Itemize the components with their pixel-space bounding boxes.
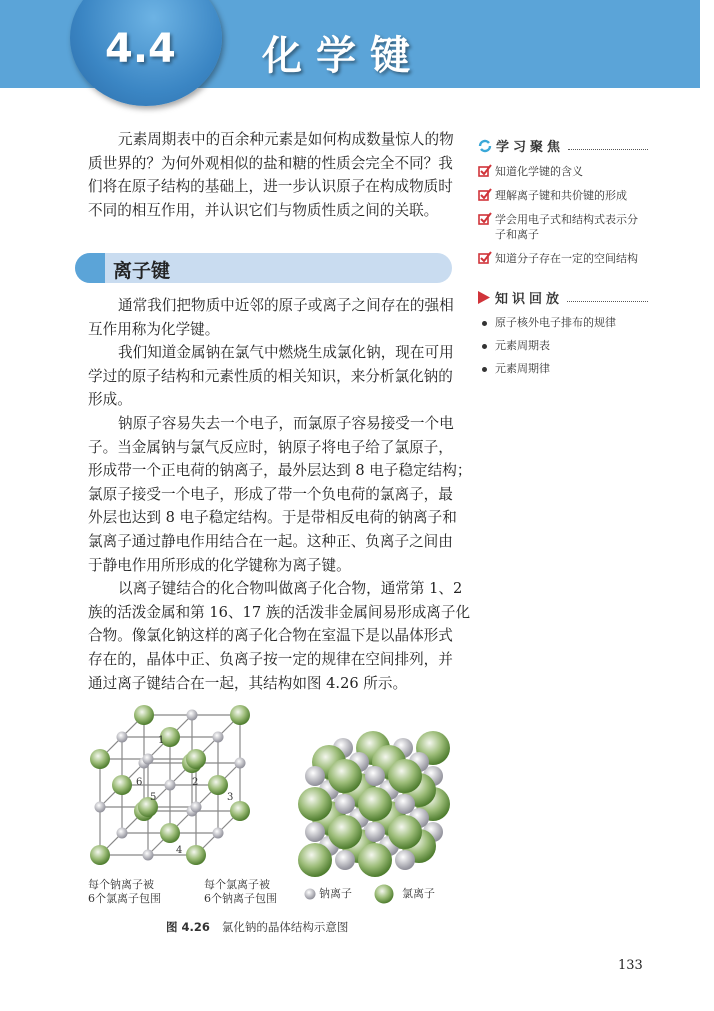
packed-cl-ion bbox=[388, 815, 422, 849]
text-line: 钠原子容易失去一个电子，而氯原子容易接受一个电 bbox=[118, 414, 454, 432]
na-ion bbox=[187, 710, 198, 721]
focus-item-text: 理解离子键和共价键的形成 bbox=[495, 189, 627, 202]
text-line: 族的活泼金属和第 16、17 族的活泼非金属间易形成离子化 bbox=[88, 603, 471, 621]
packed-na-ion bbox=[365, 822, 385, 842]
cl-ion bbox=[230, 801, 250, 821]
packed-cl-ion bbox=[388, 759, 422, 793]
ion-label: 1 bbox=[158, 735, 165, 746]
packed-cl-ion bbox=[328, 815, 362, 849]
checkbox-icon bbox=[478, 188, 492, 201]
na-ion bbox=[213, 732, 224, 743]
na-ion bbox=[117, 732, 128, 743]
na-ion bbox=[117, 828, 128, 839]
packed-na-ion bbox=[305, 822, 325, 842]
focus-title: 学习聚焦 bbox=[496, 140, 565, 155]
review-item bbox=[478, 316, 648, 330]
text-line: 氯原子接受一个电子，形成了带一个负电荷的氯离子，最 bbox=[88, 485, 453, 503]
body-text bbox=[88, 294, 472, 695]
packed-na-ion bbox=[305, 766, 325, 786]
text-line: 不同的相互作用，并认识它们与物质性质之间的关联。 bbox=[88, 201, 439, 219]
text-line: 通常我们把物质中近邻的原子或离子之间存在的强相 bbox=[118, 297, 454, 314]
na-ion bbox=[235, 758, 246, 769]
text-line: 们将在原子结构的基础上，进一步认识原子在构成物质时 bbox=[88, 178, 453, 196]
nacl-crystal-figure bbox=[80, 705, 460, 905]
section-title: 化学键 bbox=[262, 33, 424, 79]
review-title: 知识回放 bbox=[495, 292, 564, 307]
na-ion bbox=[143, 850, 154, 861]
review-item bbox=[478, 339, 648, 353]
cl-ion bbox=[186, 845, 206, 865]
ion-label: 6 bbox=[136, 777, 143, 788]
checkbox-icon bbox=[478, 212, 492, 225]
focus-item bbox=[478, 251, 648, 266]
packed-na-ion bbox=[335, 794, 355, 814]
packed-na-ion bbox=[365, 766, 385, 786]
focus-item bbox=[478, 212, 648, 242]
legend-na: 钠离子 bbox=[319, 887, 352, 900]
focus-item-text: 学会用电子式和结构式表示分子和离子 bbox=[495, 213, 638, 241]
text-line: 于静电作用所形成的化学键称为离子键。 bbox=[88, 556, 351, 574]
packed-cl-ion bbox=[358, 787, 392, 821]
cl-ion bbox=[90, 845, 110, 865]
knowledge-review-box bbox=[478, 288, 648, 376]
packed-cl-ion bbox=[358, 843, 392, 877]
packed-cl-ion bbox=[328, 759, 362, 793]
na-ion bbox=[95, 802, 106, 813]
packed-na-ion bbox=[335, 850, 355, 870]
text-line: 学过的原子结构和元素性质的相关知识，来分析氯化钠的 bbox=[88, 367, 453, 385]
text-line: 子。当金属钠与氯气反应时，钠原子将电子给了氯原子， bbox=[88, 438, 453, 456]
na-ion-legend-icon bbox=[304, 888, 316, 900]
section-number: 4.4 bbox=[105, 26, 176, 72]
text-line: 通过离子键结合在一起，其结构如图 4.26 所示。 bbox=[88, 674, 408, 692]
bullet-icon bbox=[482, 344, 487, 349]
subsection-title: 离子键 bbox=[113, 260, 171, 282]
focus-item-text: 知道化学键的含义 bbox=[495, 165, 583, 178]
text-line: 元素周期表中的百余种元素是如何构成数量惊人的物 bbox=[118, 131, 454, 148]
text-line: 以离子键结合的化合物叫做离子化合物，通常第 1、2 bbox=[118, 580, 463, 598]
text-line: 氯离子通过静电作用结合在一起。这种正、负离子之间由 bbox=[88, 532, 453, 550]
text-line: 质世界的？为何外观相似的盐和糖的性质会完全不同？我 bbox=[88, 154, 453, 172]
na-ion bbox=[165, 780, 176, 791]
text-line: 存在的，晶体中正、负离子按一定的规律在空间排列，并 bbox=[88, 650, 453, 668]
packed-na-ion bbox=[395, 794, 415, 814]
checkbox-icon bbox=[478, 164, 492, 177]
triangle-icon bbox=[478, 291, 490, 304]
cl-ion bbox=[134, 705, 154, 725]
cl-ion bbox=[208, 775, 228, 795]
text-line: 形成。 bbox=[88, 391, 132, 409]
focus-item bbox=[478, 164, 648, 179]
bullet-icon bbox=[482, 321, 487, 326]
learning-focus-box bbox=[478, 136, 648, 266]
text-line: 我们知道金属钠在氯气中燃烧生成氯化钠，现在可用 bbox=[118, 344, 454, 362]
bullet-icon bbox=[482, 367, 487, 372]
figure-caption: 图 4.26 氯化钠的晶体结构示意图 bbox=[166, 920, 349, 934]
cl-ion bbox=[186, 749, 206, 769]
cl-ion bbox=[112, 775, 132, 795]
na-ion bbox=[191, 802, 202, 813]
cl-note: 每个氯离子被 6个钠离子包围 bbox=[204, 878, 277, 905]
packed-cl-ion bbox=[298, 787, 332, 821]
text-line: 形成带一个正电荷的钠离子，最外层达到 8 电子稳定结构； bbox=[88, 462, 472, 480]
focus-item bbox=[478, 188, 648, 203]
packed-cl-ion bbox=[298, 843, 332, 877]
review-item-text: 元素周期表 bbox=[495, 339, 550, 352]
ion-label: 2 bbox=[192, 777, 199, 788]
focus-item-text: 知道分子存在一定的空间结构 bbox=[495, 252, 638, 265]
figure-legend bbox=[304, 884, 435, 904]
checkbox-icon bbox=[478, 251, 492, 264]
text-line: 合物。像氯化钠这样的离子化合物在室温下是以晶体形式 bbox=[88, 627, 453, 645]
page-number: 133 bbox=[618, 958, 643, 973]
ion-label: 3 bbox=[227, 792, 234, 803]
focus-icon bbox=[478, 139, 492, 153]
review-item-text: 原子核外电子排布的规律 bbox=[495, 316, 616, 329]
cl-ion bbox=[160, 823, 180, 843]
legend-cl: 氯离子 bbox=[402, 887, 435, 900]
packed-na-ion bbox=[395, 850, 415, 870]
cl-ion bbox=[90, 749, 110, 769]
text-line: 互作用称为化学键。 bbox=[88, 320, 220, 338]
intro-paragraph bbox=[88, 128, 452, 222]
cl-ion bbox=[230, 705, 250, 725]
na-ion bbox=[213, 828, 224, 839]
review-item-text: 元素周期律 bbox=[495, 362, 550, 375]
subsection-heading bbox=[75, 253, 452, 283]
text-line: 外层也达到 8 电子稳定结构。于是带相反电荷的钠离子和 bbox=[88, 509, 457, 527]
ion-label: 4 bbox=[176, 845, 183, 856]
na-note: 每个钠离子被 6个氯离子包围 bbox=[88, 878, 161, 905]
cl-ion-legend-icon bbox=[374, 884, 394, 904]
review-item bbox=[478, 362, 648, 376]
ion-label: 5 bbox=[150, 792, 157, 803]
na-ion bbox=[143, 754, 154, 765]
